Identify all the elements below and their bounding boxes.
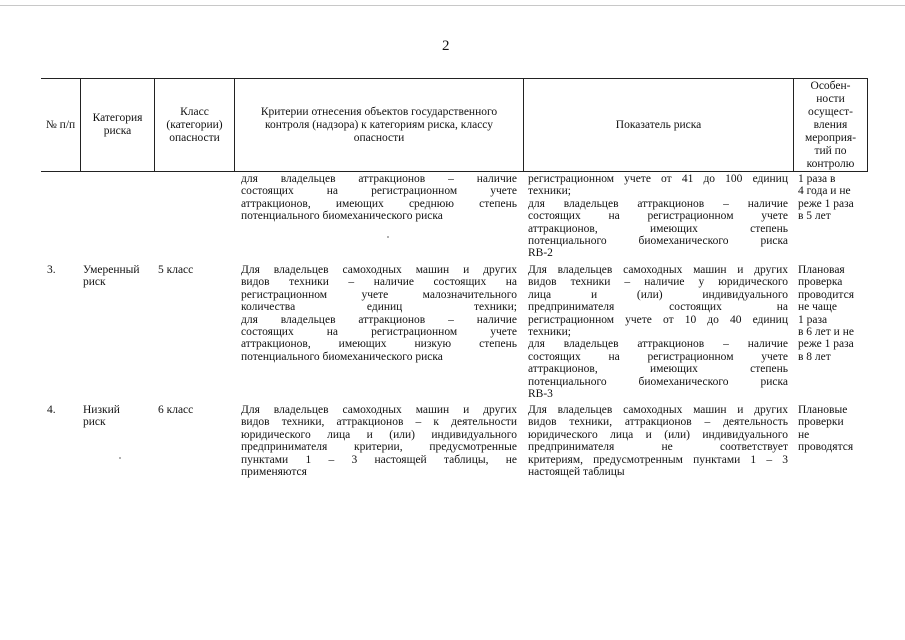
text-line: лица и (или) индивидуального (528, 288, 788, 301)
text-line: реже 1 раза (798, 197, 854, 210)
text-line: аттракционов, имеющих степень (528, 222, 788, 235)
row-4-category (83, 404, 155, 429)
text-line: Плановая (798, 264, 845, 276)
continuation-indicator (528, 173, 788, 260)
text-line: настоящей таблицы (528, 466, 625, 479)
text-line: риск (83, 416, 106, 429)
text-line: риск (83, 276, 106, 289)
text-line: реже 1 раза (798, 338, 854, 351)
text-line: техники; (528, 326, 571, 339)
text-line: Плановые (798, 404, 848, 416)
row-4-special (798, 404, 870, 454)
text-line: для владельцев аттракционов – наличие (528, 338, 788, 351)
text-line: применяются (241, 466, 307, 479)
text-line: проводится (798, 288, 854, 301)
header-criteria: Критерии отнесения объектов государственного контроля (надзора) к категориям риска, классу опасности (260, 105, 498, 144)
row-4-class: 6 класс (158, 404, 194, 416)
text-line: 1 раза (798, 313, 828, 326)
row-3-category (83, 264, 155, 289)
text-line: аттракционов, имеющих степень (528, 363, 788, 376)
text-line: 1 раза в (798, 173, 836, 185)
text-line: для владельцев аттракционов – наличие (241, 313, 517, 326)
text-line: видов техники – наличие у юридического (528, 276, 788, 289)
text-line: потенциального биомеханического риска (528, 235, 788, 248)
text-line: Умеренный (83, 264, 140, 276)
text-line: регистрационном учете от 10 до 40 единиц (528, 313, 788, 326)
row-3-special (798, 264, 870, 363)
text-line: пунктами 1 – 3 настоящей таблицы, не (241, 453, 517, 466)
text-line: видов техники, аттракционов – к деятельности (241, 416, 517, 429)
scan-edge-line (0, 5, 905, 6)
text-line: Для владельцев самоходных машин и других (241, 264, 517, 276)
text-line: техники; (528, 185, 571, 198)
text-line: в 5 лет (798, 210, 831, 223)
text-line: не чаще (798, 301, 837, 314)
text-line: предпринимателя критерии, предусмотренные (241, 441, 517, 454)
text-line: видов техники, аттракционов – деятельность (528, 416, 788, 429)
text-line: потенциального биомеханического риска (241, 210, 443, 223)
row-3-criteria (241, 264, 517, 363)
text-line: в 6 лет и не (798, 326, 854, 339)
text-line: для владельцев аттракционов – наличие (241, 173, 517, 185)
scan-speck (387, 236, 389, 238)
text-line: количества единиц техники; (241, 301, 517, 314)
row-4-indicator (528, 404, 788, 478)
text-line: для владельцев аттракционов – наличие (528, 197, 788, 210)
header-class: Класс (категории) опасности (166, 105, 223, 144)
text-line: видов техники – наличие состоящих на (241, 276, 517, 289)
text-line: состоящих на регистрационном учете (528, 350, 788, 363)
text-line: в 8 лет (798, 350, 831, 363)
text-line: регистрационном учете малозначительного (241, 288, 517, 301)
continuation-criteria (241, 173, 517, 223)
text-line: RB-3 (528, 388, 553, 401)
header-num: № п/п (45, 118, 76, 131)
text-line: проверки (798, 416, 844, 429)
text-line: потенциального биомеханического риска (241, 350, 443, 363)
header-indicator: Показатель риска (615, 118, 702, 131)
text-line: проводятся (798, 441, 854, 454)
text-line: состоящих на регистрационном учете (241, 326, 517, 339)
text-line: Для владельцев самоходных машин и других (528, 404, 788, 416)
text-line: предпринимателя не соответствует (528, 441, 788, 454)
text-line: Низкий (83, 404, 120, 416)
text-line: 4 года и не (798, 185, 851, 198)
text-line: юридического лица и (или) индивидуального (528, 428, 788, 441)
text-line: регистрационном учете от 41 до 100 единиц (528, 173, 788, 185)
text-line: аттракционов, имеющих низкую степень (241, 338, 517, 351)
text-line: аттракционов, имеющих среднюю степень (241, 197, 517, 210)
text-line: Для владельцев самоходных машин и других (241, 404, 517, 416)
text-line: предпринимателя состоящих на (528, 301, 788, 314)
row-3-class: 5 класс (158, 264, 194, 276)
row-4-num: 4. (47, 404, 56, 416)
row-3-indicator (528, 264, 788, 400)
text-line: критериям, предусмотренным пунктами 1 – 3 (528, 453, 788, 466)
header-special: Особен-ности осущест-вления мероприя-тий по контролю (804, 79, 857, 170)
text-line: состоящих на регистрационном учете (528, 210, 788, 223)
text-line: RB-2 (528, 247, 553, 260)
text-line: юридического лица и (или) индивидуального (241, 428, 517, 441)
row-4-criteria (241, 404, 517, 478)
scan-speck (119, 457, 121, 459)
text-line: проверка (798, 276, 843, 289)
page-number: 2 (442, 38, 450, 54)
text-line: состоящих на регистрационном учете (241, 185, 517, 198)
text-line: не (798, 428, 810, 441)
header-category: Категория риска (92, 112, 143, 137)
risk-table (41, 78, 868, 479)
row-3-num: 3. (47, 264, 56, 276)
table-header (41, 78, 868, 172)
text-line: Для владельцев самоходных машин и других (528, 264, 788, 276)
text-line: потенциального биомеханического риска (528, 375, 788, 388)
continuation-special (798, 173, 870, 223)
